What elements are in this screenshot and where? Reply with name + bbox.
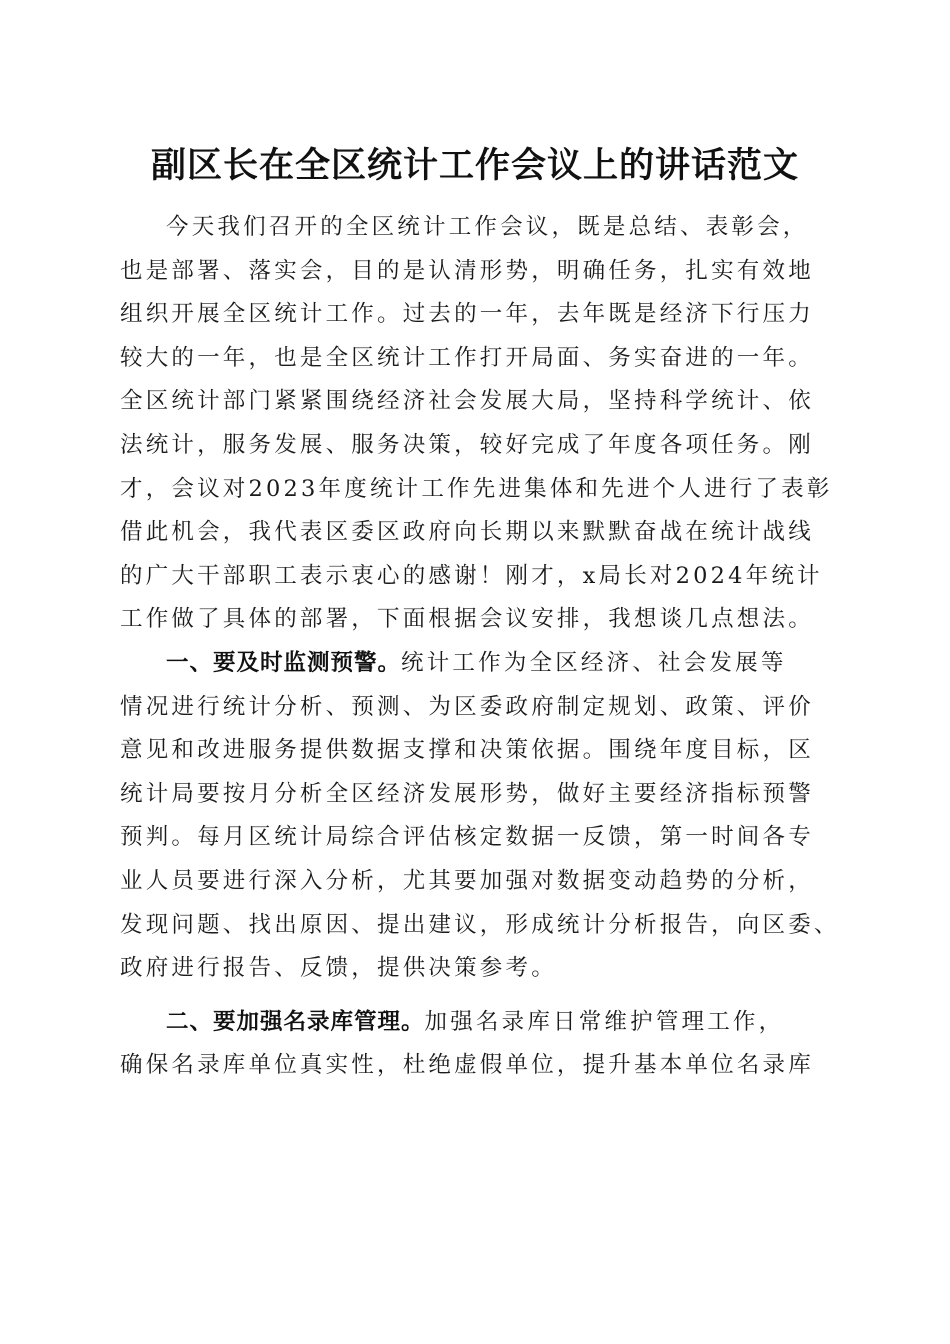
section-2-first-line [120,1001,838,1045]
document-body [120,206,838,1088]
paragraph-line: 意见和改进服务提供数据支撑和决策依据。围绕年度目标，区 [120,737,814,764]
paragraph-line: 全区统计部门紧紧围绕经济社会发展大局，坚持科学统计、依 [120,388,814,415]
paragraph-line: 业人员要进行深入分析，尤其要加强对数据变动趋势的分析， [120,867,814,894]
paragraph-line: 也是部署、落实会，目的是认清形势，明确任务，扎实有效地 [120,257,814,284]
paragraph-line: 政府进行报告、反馈，提供决策参考。 [120,955,557,982]
section-1-heading: 一、要及时监测预警。 [166,649,402,676]
section-1-paragraph [120,642,838,991]
paragraph-line: 才，会议对2023年度统计工作先进集体和先进个人进行了表彰 [120,475,833,502]
paragraph-line: 统计局要按月分析全区经济发展形势，做好主要经济指标预警 [120,780,814,807]
paragraph-line: 工作做了具体的部署，下面根据会议安排，我想谈几点想法。 [120,606,814,633]
paragraph-line: 确保名录库单位真实性，杜绝虚假单位，提升基本单位名录库 [120,1052,814,1079]
section-2-first-line-text: 加强名录库日常维护管理工作， [424,1008,785,1035]
paragraph-line: 的广大干部职工表示衷心的感谢！刚才，x局长对2024年统计 [120,562,823,589]
section-2-heading: 二、要加强名录库管理。 [166,1008,425,1035]
section-1-first-line-text: 统计工作为全区经济、社会发展等 [401,649,787,676]
paragraph-line: 情况进行统计分析、预测、为区委政府制定规划、政策、评价 [120,693,814,720]
paragraph-line: 发现问题、找出原因、提出建议，形成统计分析报告，向区委、 [120,911,840,938]
section-2-paragraph [120,1001,838,1088]
paragraph-line: 今天我们召开的全区统计工作会议，既是总结、表彰会， [166,214,809,240]
intro-paragraph [120,206,838,642]
paragraph-line: 预判。每月区统计局综合评估核定数据一反馈，第一时间各专 [120,824,814,851]
section-1-first-line [120,642,838,686]
document-title: 副区长在全区统计工作会议上的讲话范文 [150,145,799,186]
paragraph-line: 借此机会，我代表区委区政府向长期以来默默奋战在统计战线 [120,519,814,546]
paragraph-spacer [120,991,838,1001]
paragraph-line: 较大的一年，也是全区统计工作打开局面、务实奋进的一年。 [120,344,814,371]
paragraph-line: 法统计，服务发展、服务决策，较好完成了年度各项任务。刚 [120,431,814,458]
paragraph-line: 组织开展全区统计工作。过去的一年，去年既是经济下行压力 [120,301,814,328]
